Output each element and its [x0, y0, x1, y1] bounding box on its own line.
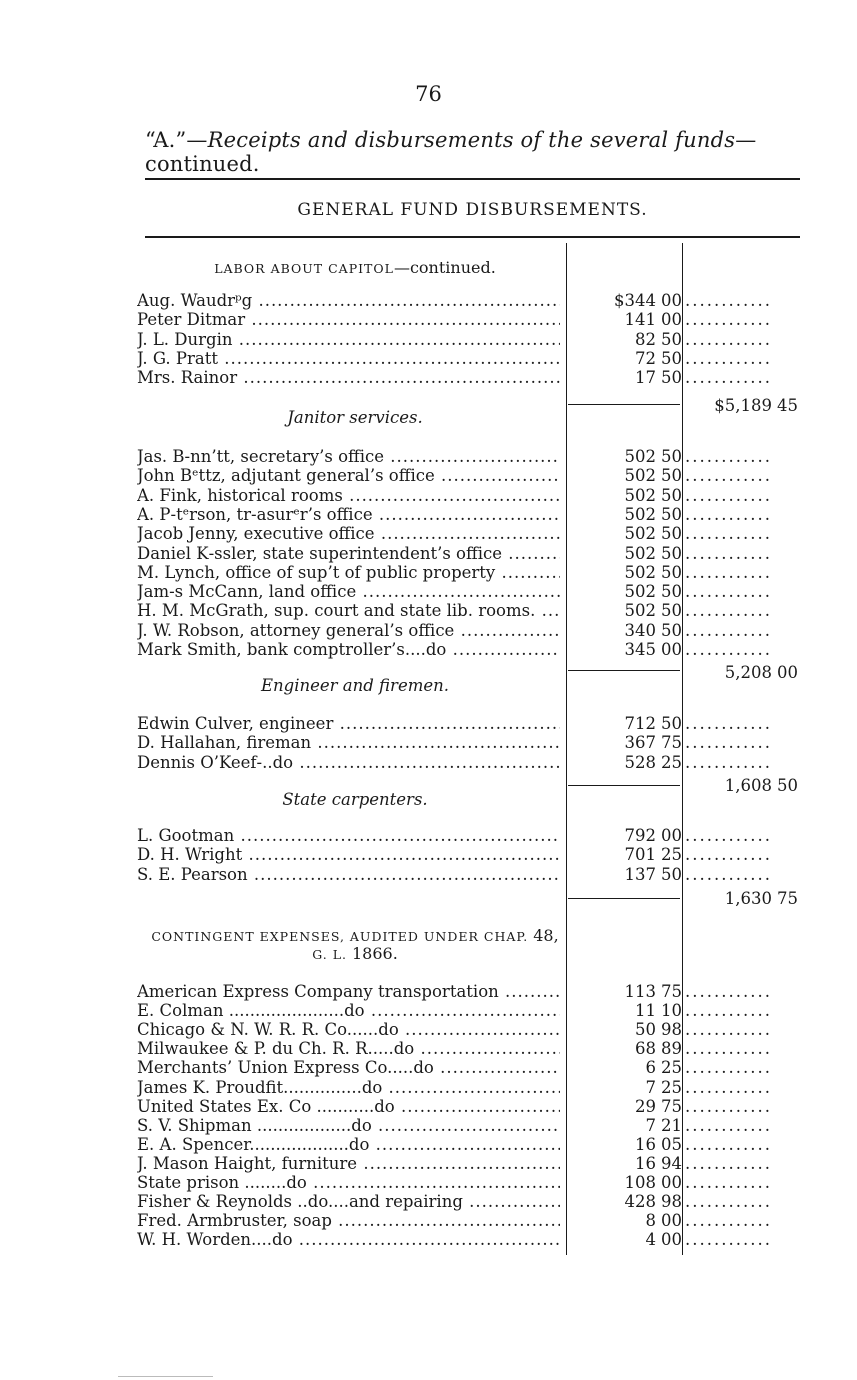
labor-row-amount	[580, 368, 682, 388]
labor-subhead	[145, 258, 565, 277]
contingent-row-amount	[580, 1230, 682, 1250]
carpenters-row-name: L. Gootman .....	[137, 826, 560, 846]
contingent-row-leaders: ............	[685, 1230, 772, 1250]
carpenters-total-dollars: 1,630	[724, 889, 772, 908]
labor-row-name: Peter Ditmar .....	[137, 310, 560, 330]
janitor-row-cents: 00	[661, 640, 682, 659]
janitor-row-dollars: 502	[624, 485, 656, 505]
contingent-row-dollars: 16	[635, 1153, 656, 1173]
janitor-row-dollars: 502	[624, 466, 656, 486]
contingent-row-amount	[580, 1039, 682, 1059]
engineer-total	[700, 776, 798, 795]
contingent-row-amount	[580, 1097, 682, 1117]
contingent-row-amount	[580, 1211, 682, 1231]
contingent-row-name: American Express Company transportation .....	[137, 982, 560, 1002]
janitor-row-amount	[580, 466, 682, 486]
labor-row-cents: 50	[661, 368, 682, 388]
contingent-row-dollars: 7	[645, 1115, 656, 1135]
labor-subtotal-rule	[568, 404, 680, 405]
janitor-row-amount	[580, 544, 682, 564]
contingent-row-leaders: ............	[685, 1001, 772, 1021]
contingent-row-name: Fred. Armbruster, soap .....	[137, 1211, 560, 1231]
contingent-row-amount	[580, 1020, 682, 1040]
janitor-row-dollars: 502	[624, 601, 656, 621]
engineer-row-amount	[580, 753, 682, 773]
janitor-row-cents: 50	[661, 562, 682, 582]
carpenters-row-leaders: ............	[685, 826, 772, 845]
engineer-subtotal-rule	[568, 785, 680, 786]
contingent-row-leaders: ............	[685, 1039, 772, 1059]
contingent-row-name: Merchants’ Union Express Co.....do .....	[137, 1058, 560, 1078]
contingent-row-amount	[580, 982, 682, 1002]
contingent-row-cents: 00	[661, 1173, 682, 1192]
engineer-row-leaders: ............	[685, 752, 772, 772]
contingent-row-leaders: ............	[685, 1211, 772, 1231]
contingent-row-amount	[580, 1135, 682, 1155]
carpenters-row-dollars: 792	[624, 826, 656, 845]
contingent-row-dollars: 16	[635, 1134, 656, 1154]
carpenters-row-amount	[580, 845, 682, 865]
labor-total	[700, 396, 798, 415]
labor-row-amount	[580, 310, 682, 330]
engineer-row-cents: 75	[661, 733, 682, 753]
janitor-subhead: Janitor services.	[287, 408, 423, 427]
labor-row-amount	[580, 349, 682, 369]
labor-row-leaders: ............	[685, 368, 772, 388]
carpenters-total	[700, 889, 798, 908]
contingent-row-amount	[580, 1154, 682, 1174]
janitor-row-dollars: 502	[624, 504, 656, 524]
janitor-row-amount	[580, 524, 682, 544]
header-rule	[145, 236, 800, 238]
janitor-row-dollars: 502	[624, 543, 656, 563]
janitor-row-cents: 50	[661, 543, 682, 563]
janitor-row-name: Jacob Jenny, executive office .....	[137, 524, 560, 544]
contingent-row-name: Fisher & Reynolds ..do....and repairing .....	[137, 1192, 560, 1212]
janitor-row-cents: 50	[661, 601, 682, 621]
contingent-row-leaders: ............	[685, 1096, 772, 1116]
contingent-row-name: W. H. Worden....do .....	[137, 1230, 560, 1250]
engineer-row-name: Dennis O’Keef‑..do .....	[137, 753, 560, 773]
contingent-row-amount	[580, 1116, 682, 1136]
top-rule	[145, 178, 800, 180]
labor-subhead-caps: LABOR ABOUT CAPITOL	[214, 261, 394, 276]
janitor-row-leaders: ............	[685, 543, 772, 563]
janitor-row-dollars: 502	[624, 562, 656, 582]
contingent-row-leaders: ............	[685, 1115, 772, 1135]
contingent-subhead-chapter: 48,	[533, 926, 559, 945]
carpenters-row-amount	[580, 826, 682, 846]
janitor-row-dollars: 340	[624, 620, 656, 640]
janitor-row-leaders: ............	[685, 601, 772, 621]
labor-row-leaders: ............	[685, 291, 772, 310]
page-number: 76	[415, 82, 442, 106]
janitor-row-dollars: 502	[624, 447, 656, 466]
engineer-row-amount	[580, 733, 682, 753]
engineer-total-dollars: 1,608	[724, 776, 772, 795]
contingent-subhead-line2	[145, 944, 565, 963]
carpenters-row-cents: 25	[661, 845, 682, 865]
contingent-row-leaders: ............	[685, 1058, 772, 1078]
contingent-row-name: E. A. Spencer...................do .....	[137, 1135, 560, 1155]
janitor-row-name: Jam‑s McCann, land office .....	[137, 582, 560, 602]
janitor-row-name: Mark Smith, bank comptroller’s....do .....	[137, 640, 560, 660]
janitor-row-amount	[580, 563, 682, 583]
labor-row-name: Mrs. Rainor .....	[137, 368, 560, 388]
contingent-row-dollars: 113	[624, 982, 656, 1001]
contingent-row-dollars: 108	[624, 1173, 656, 1192]
labor-row-leaders: ............	[685, 310, 772, 330]
janitor-row-leaders: ............	[685, 582, 772, 602]
labor-row-dollars: 72	[635, 348, 656, 368]
engineer-row-cents: 50	[661, 714, 682, 733]
contingent-row-name: E. Colman ......................do .....	[137, 1001, 560, 1021]
janitor-row-dollars: 345	[624, 640, 656, 659]
labor-row-dollars: 82	[635, 329, 656, 349]
column-divider-left	[566, 243, 567, 1255]
contingent-row-dollars: 68	[635, 1039, 656, 1059]
contingent-row-cents: 00	[661, 1211, 682, 1231]
contingent-row-name: Chicago & N. W. R. R. Co......do .....	[137, 1020, 560, 1040]
janitor-row-cents: 50	[661, 485, 682, 505]
janitor-row-leaders: ............	[685, 524, 772, 544]
janitor-total-dollars: 5,208	[724, 663, 772, 682]
contingent-row-dollars: 50	[635, 1020, 656, 1040]
carpenters-row-cents: 00	[661, 826, 682, 845]
janitor-total-cents: 00	[777, 663, 798, 682]
janitor-row-name: A. Fink, historical rooms .....	[137, 486, 560, 506]
contingent-row-cents: 25	[661, 1077, 682, 1097]
janitor-row-name: John Bᵉttz, adjutant general’s office .....	[137, 466, 560, 486]
contingent-row-leaders: ............	[685, 1020, 772, 1040]
contingent-row-dollars: 11	[635, 1001, 656, 1021]
contingent-row-cents: 25	[661, 1058, 682, 1078]
janitor-row-amount	[580, 486, 682, 506]
janitor-row-cents: 50	[661, 466, 682, 486]
carpenters-row-name: S. E. Pearson .....	[137, 865, 560, 885]
janitor-row-leaders: ............	[685, 620, 772, 640]
labor-row-amount	[580, 291, 682, 311]
heading-suffix: —continued.	[145, 128, 757, 176]
contingent-row-cents: 98	[661, 1192, 682, 1212]
labor-total-cents: 45	[777, 396, 798, 415]
engineer-row-amount	[580, 714, 682, 734]
janitor-row-cents: 50	[661, 447, 682, 466]
janitor-row-name: M. Lynch, office of sup’t of public property .....	[137, 563, 560, 583]
engineer-row-cents: 25	[661, 752, 682, 772]
contingent-subhead-line1	[145, 926, 565, 945]
column-divider-right	[682, 243, 683, 1255]
contingent-subhead-caps: CONTINGENT EXPENSES, AUDITED UNDER CHAP.	[151, 929, 529, 944]
labor-row-name: Aug. Waudrᵖg .....	[137, 291, 560, 311]
contingent-row-name: James K. Proudfit...............do .....	[137, 1078, 560, 1098]
contingent-row-leaders: ............	[685, 1077, 772, 1097]
labor-row-dollars: $344	[614, 291, 656, 310]
labor-row-leaders: ............	[685, 329, 772, 349]
carpenters-row-dollars: 137	[624, 864, 656, 884]
contingent-row-cents: 75	[661, 1096, 682, 1116]
janitor-subtotal-rule	[568, 670, 680, 671]
contingent-row-amount	[580, 1001, 682, 1021]
contingent-row-leaders: ............	[685, 1153, 772, 1173]
janitor-row-dollars: 502	[624, 582, 656, 602]
engineer-row-leaders: ............	[685, 714, 772, 733]
contingent-row-amount	[580, 1192, 682, 1212]
contingent-row-leaders: ............	[685, 1173, 772, 1192]
contingent-row-name: United States Ex. Co ...........do .....	[137, 1097, 560, 1117]
contingent-row-name: State prison ........do .....	[137, 1173, 560, 1193]
janitor-row-amount	[580, 505, 682, 525]
labor-row-cents: 00	[661, 291, 682, 310]
contingent-row-dollars: 428	[624, 1192, 656, 1212]
janitor-row-leaders: ............	[685, 504, 772, 524]
page-heading	[145, 128, 825, 176]
carpenters-row-leaders: ............	[685, 864, 772, 884]
contingent-row-cents: 98	[661, 1020, 682, 1040]
carpenters-subhead: State carpenters.	[282, 790, 428, 809]
janitor-row-name: J. W. Robson, attorney general’s office .....	[137, 621, 560, 641]
labor-row-cents: 50	[661, 348, 682, 368]
contingent-row-cents: 75	[661, 982, 682, 1001]
contingent-row-leaders: ............	[685, 1192, 772, 1212]
engineer-row-name: Edwin Culver, engineer .....	[137, 714, 560, 734]
contingent-subhead-gl: G. L.	[312, 947, 347, 962]
contingent-row-cents: 94	[661, 1153, 682, 1173]
labor-subhead-rest: —continued.	[393, 258, 496, 277]
janitor-row-cents: 50	[661, 620, 682, 640]
engineer-total-cents: 50	[777, 776, 798, 795]
engineer-row-name: D. Hallahan, fireman .....	[137, 733, 560, 753]
janitor-row-amount	[580, 640, 682, 660]
contingent-row-leaders: ............	[685, 982, 772, 1001]
janitor-row-cents: 50	[661, 504, 682, 524]
labor-row-leaders: ............	[685, 348, 772, 368]
labor-row-dollars: 141	[624, 310, 656, 330]
janitor-row-leaders: ............	[685, 640, 772, 659]
contingent-row-dollars: 4	[645, 1230, 656, 1250]
labor-row-cents: 00	[661, 310, 682, 330]
engineer-row-dollars: 712	[624, 714, 656, 733]
contingent-row-name: J. Mason Haight, furniture .....	[137, 1154, 560, 1174]
labor-total-dollars: $5,189	[714, 396, 772, 415]
contingent-row-dollars: 8	[645, 1211, 656, 1231]
janitor-row-leaders: ............	[685, 466, 772, 486]
carpenters-row-cents: 50	[661, 864, 682, 884]
contingent-row-amount	[580, 1173, 682, 1193]
contingent-row-leaders: ............	[685, 1134, 772, 1154]
contingent-row-cents: 10	[661, 1001, 682, 1021]
labor-row-cents: 50	[661, 329, 682, 349]
carpenters-row-dollars: 701	[624, 845, 656, 865]
contingent-row-dollars: 29	[635, 1096, 656, 1116]
carpenters-row-amount	[580, 865, 682, 885]
janitor-row-name: A. P‑tᵉrson, tr‑asurᵉr’s office .....	[137, 505, 560, 525]
janitor-row-name: Jas. B‑nn’tt, secretary’s office .....	[137, 447, 560, 467]
carpenters-subtotal-rule	[568, 898, 680, 899]
labor-row-name: J. L. Durgin .....	[137, 330, 560, 350]
contingent-subhead-year: 1866.	[351, 944, 398, 963]
contingent-row-dollars: 6	[645, 1058, 656, 1078]
heading-prefix: “A.”—	[145, 128, 208, 152]
heading-italic: Receipts and disbursements of the several funds	[207, 128, 736, 152]
contingent-row-dollars: 7	[645, 1077, 656, 1097]
janitor-row-leaders: ............	[685, 485, 772, 505]
janitor-row-amount	[580, 582, 682, 602]
section-title: GENERAL FUND DISBURSEMENTS.	[297, 200, 648, 220]
janitor-row-leaders: ............	[685, 562, 772, 582]
labor-row-dollars: 17	[635, 368, 656, 388]
janitor-row-amount	[580, 447, 682, 467]
contingent-row-cents: 21	[661, 1115, 682, 1135]
engineer-subhead: Engineer and firemen.	[260, 676, 449, 695]
contingent-row-cents: 89	[661, 1039, 682, 1059]
labor-row-amount	[580, 330, 682, 350]
janitor-row-name: H. M. McGrath, sup. court and state lib. rooms. .....	[137, 601, 560, 621]
janitor-row-name: Daniel K‑ssler, state superintendent’s office .....	[137, 544, 560, 564]
contingent-row-amount	[580, 1078, 682, 1098]
janitor-row-leaders: ............	[685, 447, 772, 466]
carpenters-total-cents: 75	[777, 889, 798, 908]
contingent-row-cents: 05	[661, 1134, 682, 1154]
footer-rule	[118, 1376, 213, 1377]
janitor-row-dollars: 502	[624, 524, 656, 544]
janitor-row-cents: 50	[661, 582, 682, 602]
janitor-row-amount	[580, 621, 682, 641]
carpenters-row-leaders: ............	[685, 845, 772, 865]
janitor-row-amount	[580, 601, 682, 621]
janitor-total	[700, 663, 798, 682]
carpenters-row-name: D. H. Wright .....	[137, 845, 560, 865]
janitor-row-cents: 50	[661, 524, 682, 544]
engineer-row-leaders: ............	[685, 733, 772, 753]
contingent-row-name: S. V. Shipman ..................do .....	[137, 1116, 560, 1136]
contingent-row-name: Milwaukee & P. du Ch. R. R.....do .....	[137, 1039, 560, 1059]
engineer-row-dollars: 367	[624, 733, 656, 753]
labor-row-name: J. G. Pratt .....	[137, 349, 560, 369]
engineer-row-dollars: 528	[624, 752, 656, 772]
contingent-row-amount	[580, 1058, 682, 1078]
contingent-row-cents: 00	[661, 1230, 682, 1250]
